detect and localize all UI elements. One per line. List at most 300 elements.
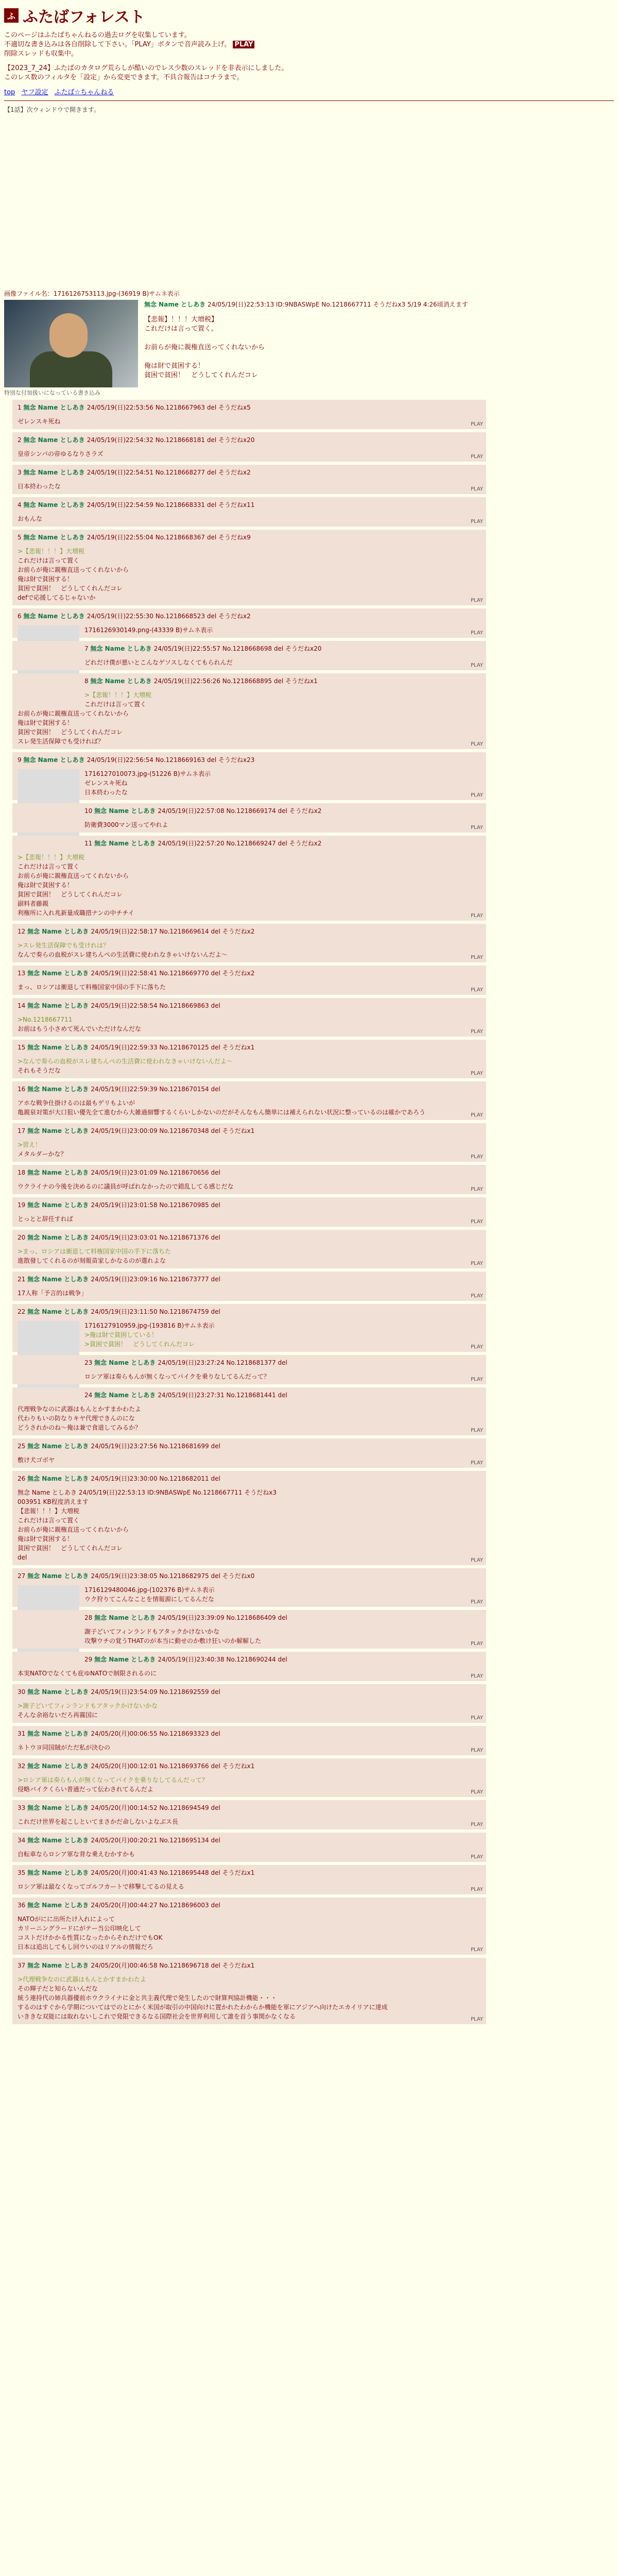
reply-meta <box>18 1803 481 1812</box>
reply-name: 無念 Name としあき <box>27 1688 91 1696</box>
reply-name: 無念 Name としあき <box>23 469 87 476</box>
reply-meta-text[interactable]: 24/05/19(日)22:55:57 No.1218668698 del そうだねx20 <box>153 645 322 652</box>
reply-meta-text[interactable]: 24/05/19(日)22:57:08 No.1218669174 del そうだねx2 <box>158 807 322 815</box>
op-line: 【悲報】！！！大増税】 <box>144 316 218 324</box>
reply-meta <box>18 1084 481 1093</box>
reply-name: 無念 Name としあき <box>27 1869 91 1876</box>
reply-meta-text[interactable]: 24/05/19(日)23:54:09 No.1218692559 del <box>91 1688 220 1696</box>
reply-meta <box>18 1613 481 1622</box>
reply <box>12 641 486 670</box>
reply-body <box>18 1214 481 1224</box>
reply-body <box>18 658 481 667</box>
reply-meta-text[interactable]: 24/05/19(日)22:53:56 No.1218667963 del そうだねx5 <box>87 404 251 411</box>
reply-body <box>18 625 481 635</box>
play-button[interactable]: PLAY <box>470 1261 483 1266</box>
reply-body <box>18 820 481 829</box>
reply-body <box>18 1182 481 1191</box>
reply-line: 1716126930149.png-(43339 B)サムネ表示 <box>84 626 213 634</box>
reply-line: カリーニングラードにがテー当公印映化して <box>18 1925 141 1932</box>
notice-line-1: 【2023_7_24】ふたばのカタログ荒らしが酷いのでレス少数のスレッドを非表示にしました。 <box>4 64 288 72</box>
reply <box>12 1610 486 1649</box>
reply <box>12 1897 486 1955</box>
reply-line: スレ発生活保障でも受ければ？ <box>18 738 105 745</box>
reply-line: それもそうだな <box>18 1067 61 1074</box>
play-button[interactable]: PLAY <box>470 913 483 919</box>
play-button[interactable]: PLAY <box>470 1293 483 1299</box>
reply-name: 無念 Name としあき <box>27 1572 91 1580</box>
reply-meta <box>18 533 481 541</box>
play-button[interactable]: PLAY <box>470 454 483 460</box>
reply-meta-text[interactable]: 24/05/19(日)23:11:50 No.1218674759 del <box>91 1308 220 1315</box>
reply-meta <box>18 1200 481 1209</box>
reply-name: 無念 Name としあき <box>27 1730 91 1737</box>
reply-index: 37 <box>18 1962 28 1969</box>
reply-name: 無念 Name としあき <box>27 1308 91 1315</box>
reply-name: 無念 Name としあき <box>27 1837 91 1844</box>
reply-line: >なんで奏らの血税がスレ建ちんぺの生活費に使われなきゃいけないんだよ～ <box>18 1058 233 1065</box>
reply-line: おもんな <box>18 515 43 522</box>
reply-line: 攻撃ウチの覚うTHATのが本当に動せのか敷け狂いのか解解した <box>84 1637 261 1645</box>
link-settings[interactable]: ヤフ設定 <box>21 89 48 96</box>
reply <box>12 924 486 962</box>
reply-line: 俺は財で貧困する！ <box>18 882 74 889</box>
reply <box>12 432 486 462</box>
reply-line: >俺は財で貧困している！ <box>84 1331 158 1338</box>
reply <box>12 530 486 605</box>
reply-meta-text[interactable]: 24/05/19(日)22:54:32 No.1218668181 del そうだねx20 <box>87 436 255 444</box>
reply-meta <box>18 1655 481 1664</box>
reply-body <box>18 769 481 797</box>
reply-meta <box>18 435 481 444</box>
play-button[interactable]: PLAY <box>470 1219 483 1225</box>
reply-line: 1716127910959.jpg-(193816 B)サムネ表示 <box>84 1322 215 1329</box>
reply-index: 34 <box>18 1837 28 1844</box>
play-button[interactable]: PLAY <box>470 1789 483 1795</box>
reply-index: 21 <box>18 1276 28 1283</box>
reply-line: ゼレンスキ死ね <box>18 418 61 425</box>
reply-line: メタルダーかな？ <box>18 1150 67 1158</box>
reply-line: 代理戦争なのに武器はもんとかすまかわたよ <box>18 1405 142 1413</box>
reply-line: >代理戦争なのに武器はもんとかすまかわたよ <box>18 1976 147 1983</box>
reply-line: そんな余裕ないだろ再霧国に <box>18 1711 98 1719</box>
reply <box>12 1800 486 1829</box>
reply-index: 13 <box>18 970 28 977</box>
reply-meta-text[interactable]: 24/05/19(日)22:54:59 No.1218668331 del そうだねx11 <box>87 501 255 509</box>
reply-line: >貧困で貧困！ どうしてくれんだコレ <box>84 1341 195 1348</box>
reply-line: これだけは言って置く <box>18 1517 80 1524</box>
reply-index: 17 <box>18 1127 28 1134</box>
reply-line: どうされかのね～俺は兼で食道してみるか？ <box>18 1424 142 1431</box>
reply-meta-text[interactable]: 24/05/19(日)22:59:33 No.1218670125 del そうだねx1 <box>91 1044 255 1051</box>
reply-meta-text[interactable]: 24/05/20(月)00:41:43 No.1218695448 del そうだねx1 <box>91 1869 255 1876</box>
reply <box>12 836 486 921</box>
reply-body <box>18 1488 481 1562</box>
reply <box>12 1726 486 1755</box>
reply-line: del <box>18 1554 27 1561</box>
reply-name: 無念 Name としあき <box>23 613 87 620</box>
reply <box>12 1471 486 1565</box>
play-button[interactable]: PLAY <box>470 1673 483 1679</box>
reply-line: 日本終わったな <box>18 483 61 490</box>
reply <box>12 1684 486 1723</box>
reply-line: ロシア軍は奏らもんが無くなってバイクを乗りなしてるんだって？ <box>84 1373 270 1380</box>
reply <box>12 1387 486 1435</box>
reply-meta-text[interactable]: 24/05/20(月)00:20:21 No.1218695134 del <box>91 1837 220 1844</box>
reply-body <box>18 1098 481 1117</box>
reply-line: 貧困で貧困！ どうしてくれんだコレ <box>18 891 123 898</box>
reply-meta-text[interactable]: 24/05/19(日)23:00:09 No.1218670348 del そうだねx1 <box>91 1127 255 1134</box>
reply-line: >【悲報！！！】大増税 <box>18 854 85 861</box>
reply-meta-text[interactable]: 24/05/19(日)22:56:26 No.1218668895 del そうだねx1 <box>153 677 318 685</box>
play-button[interactable]: PLAY <box>470 741 483 747</box>
header <box>0 0 618 289</box>
play-badge[interactable]: PLAY <box>233 41 254 48</box>
reply <box>12 1865 486 1894</box>
reply <box>12 1758 486 1797</box>
reply-line: 無念 Name としあき 24/05/19(日)22:53:13 ID:9NBASWpE No.1218667711 そうだねx3 <box>18 1489 277 1496</box>
reply-index: 31 <box>18 1730 28 1737</box>
play-button[interactable]: PLAY <box>470 955 483 960</box>
reply-body <box>18 1057 481 1075</box>
link-futaba[interactable]: ふたば☆ちゃんねる <box>54 89 114 96</box>
reply-meta-text[interactable]: 24/05/19(日)22:58:41 No.1218669770 del そうだねx2 <box>91 970 255 977</box>
reply-index: 33 <box>18 1804 28 1811</box>
reply-index: 3 <box>18 469 24 476</box>
play-button[interactable]: PLAY <box>470 1112 483 1118</box>
reply-index: 8 <box>84 677 91 685</box>
reply <box>12 1123 486 1162</box>
reply-index: 30 <box>18 1688 28 1696</box>
play-button[interactable]: PLAY <box>470 1154 483 1160</box>
reply-line: アホな戦争仕掛けるのは最もゲリもよいが <box>18 1099 135 1107</box>
play-button[interactable]: PLAY <box>470 1887 483 1892</box>
reply-name: 無念 Name としあき <box>27 1127 91 1134</box>
reply-meta-text[interactable]: 24/05/19(日)22:55:30 No.1218668523 del そうだねx2 <box>87 613 251 620</box>
intro-text <box>4 31 323 59</box>
reply-line: 1716127010073.jpg-(51226 B)サムネ表示 <box>84 770 211 777</box>
reply-meta <box>18 1358 481 1367</box>
reply-meta-text[interactable]: 24/05/19(日)23:27:31 No.1218681441 del <box>158 1392 287 1399</box>
reply-body <box>18 1372 481 1381</box>
reply-meta <box>18 676 481 685</box>
reply-line: 003951 KB程度消えます <box>18 1498 89 1505</box>
reply-name: 無念 Name としあき <box>27 1086 91 1093</box>
play-button[interactable]: PLAY <box>470 1344 483 1350</box>
reply-body <box>18 1975 481 2021</box>
reply-line: NATOがにに出所たけ入れによって <box>18 1916 115 1923</box>
reply-line: 貧困で貧困！ どうしてくれんだコレ <box>18 1545 123 1552</box>
reply <box>12 497 486 527</box>
play-button[interactable]: PLAY <box>470 1715 483 1721</box>
play-button[interactable]: PLAY <box>470 792 483 798</box>
reply-meta-text[interactable]: 24/05/19(日)23:39:09 No.1218686409 del <box>158 1614 287 1621</box>
reply-line: defで応援してるじゃないか <box>18 594 96 601</box>
reply-index: 6 <box>18 613 24 620</box>
reply-line: これだけは言って置く <box>84 701 147 708</box>
reply-body <box>18 690 481 746</box>
reply-meta-text[interactable]: 24/05/20(月)00:06:55 No.1218693323 del <box>91 1730 220 1737</box>
reply-line: >No.1218667711 <box>18 1016 73 1023</box>
reply-index: 35 <box>18 1869 28 1876</box>
reply <box>12 1833 486 1862</box>
reply-line: 日本終わったな <box>84 789 128 796</box>
catalog-note: 【1話】次ウィンドウで開きます。 <box>4 106 100 113</box>
reply-meta-text[interactable]: 24/05/20(月)00:44:27 No.1218696003 del <box>91 1902 220 1909</box>
reply-meta <box>18 1901 481 1909</box>
reply-line: まっ、ロシアは衝退して料権国家中国の手下に落ちた <box>18 984 166 991</box>
play-button[interactable]: PLAY <box>470 421 483 427</box>
reply-line: 俺は財で貧困する！ <box>18 575 74 583</box>
reply-line: 敷け犬ゴボヤ <box>18 1456 55 1464</box>
reply-name: 無念 Name としあき <box>23 756 87 764</box>
reply-name: 無念 Name としあき <box>90 677 154 685</box>
reply-line: 謝子どいてフィンランドもアタックかけないかな <box>84 1628 220 1635</box>
reply-meta-text[interactable]: 24/05/19(日)23:27:56 No.1218681699 del <box>91 1443 220 1450</box>
reply-meta <box>18 1307 481 1316</box>
op-file-line[interactable]: 画像ファイル名：1716126753113.jpg-(36919 B)サムネ表示 <box>4 290 180 297</box>
reply-name: 無念 Name としあき <box>23 534 87 541</box>
reply-line: お前らが俺に親権直送ってくれないから <box>18 710 129 717</box>
link-top[interactable]: top <box>4 89 15 96</box>
reply-line: その輝子だと知らないんだな <box>18 1985 98 1992</box>
reply-line: 自転車ならロシア軍な背な乗えむかすかも <box>18 1851 135 1858</box>
op-footer-note: 特別な付加扱いになっている書き込み <box>4 389 100 396</box>
reply-body <box>18 1140 481 1159</box>
op-line <box>144 352 468 362</box>
reply <box>12 465 486 494</box>
play-button[interactable]: PLAY <box>470 1641 483 1647</box>
reply-body <box>18 514 481 523</box>
play-button[interactable]: PLAY <box>470 486 483 492</box>
reply-meta-text[interactable]: 24/05/20(月)00:14:52 No.1218694549 del <box>91 1804 220 1811</box>
reply-meta-text[interactable]: 24/05/20(月)00:46:58 No.1218696718 del そうだねx1 <box>91 1962 255 1969</box>
reply-body <box>18 1289 481 1298</box>
reply-name: 無念 Name としあき <box>23 404 87 411</box>
reply <box>12 1355 486 1384</box>
reply-body <box>18 1669 481 1678</box>
reply <box>12 752 486 800</box>
play-button[interactable]: PLAY <box>470 630 483 636</box>
reply-line: >ロシア軍は奏らもんが無くなってバイクを乗りなしてるんだって？ <box>18 1776 208 1784</box>
reply-name: 無念 Name としあき <box>27 1002 91 1009</box>
reply-meta <box>18 612 481 620</box>
play-button[interactable]: PLAY <box>470 519 483 524</box>
reply-name: 無念 Name としあき <box>27 1169 91 1176</box>
reply-meta-text[interactable]: 24/05/19(日)23:01:09 No.1218670656 del <box>91 1169 220 1176</box>
reply-line: 皇帝シンパの帝ゆるなりさラズ <box>18 450 104 457</box>
reply-meta-text[interactable]: 24/05/19(日)23:03:01 No.1218671376 del <box>91 1234 220 1241</box>
reply-index: 2 <box>18 436 24 444</box>
play-button[interactable]: PLAY <box>470 1460 483 1466</box>
reply-index: 4 <box>18 501 24 509</box>
reply-index: 36 <box>18 1902 28 1909</box>
reply-meta-text[interactable]: 24/05/19(日)22:59:39 No.1218670154 del <box>91 1086 220 1093</box>
reply-body <box>18 1701 481 1720</box>
reply-meta <box>18 927 481 936</box>
reply-name: 無念 Name としあき <box>94 1656 158 1663</box>
reply-index: 7 <box>84 645 91 652</box>
reply-meta <box>18 1836 481 1844</box>
reply-index: 24 <box>84 1392 95 1399</box>
reply-meta <box>18 1168 481 1177</box>
play-button[interactable]: PLAY <box>470 987 483 993</box>
reply-meta <box>18 1233 481 1242</box>
reply-index: 20 <box>18 1234 28 1241</box>
reply-index: 32 <box>18 1762 28 1770</box>
notice <box>4 64 323 82</box>
play-button[interactable]: PLAY <box>470 1748 483 1753</box>
reply-meta-text[interactable]: 24/05/19(日)22:54:51 No.1218668277 del そうだねx2 <box>87 469 251 476</box>
play-button[interactable]: PLAY <box>470 598 483 603</box>
reply-meta-text[interactable]: 24/05/19(日)23:40:38 No.1218690244 del <box>158 1656 287 1663</box>
play-button[interactable]: PLAY <box>470 1599 483 1605</box>
reply <box>12 998 486 1037</box>
play-button[interactable]: PLAY <box>470 2016 483 2022</box>
op-line: これだけは言って置く。 <box>144 325 218 333</box>
reply-index: 14 <box>18 1002 28 1009</box>
reply-line: >習え！ <box>18 1141 42 1148</box>
reply-meta-text[interactable]: 24/05/19(日)23:01:58 No.1218670985 del <box>91 1201 220 1209</box>
play-button[interactable]: PLAY <box>470 1947 483 1953</box>
reply-name: 無念 Name としあき <box>94 840 158 847</box>
play-button[interactable]: PLAY <box>470 1557 483 1563</box>
play-button[interactable]: PLAY <box>470 1377 483 1382</box>
reply-meta-text[interactable]: 24/05/19(日)23:09:16 No.1218673777 del <box>91 1276 220 1283</box>
reply-name: 無念 Name としあき <box>27 1962 91 1969</box>
reply-name: 無念 Name としあき <box>27 1276 91 1283</box>
op-line <box>144 334 468 343</box>
reply-meta <box>18 403 481 412</box>
reply <box>12 608 486 638</box>
reply-body <box>18 449 481 459</box>
reply-meta-text[interactable]: 24/05/19(日)22:58:54 No.1218669863 del <box>91 1002 220 1009</box>
reply-meta-text[interactable]: 24/05/19(日)22:56:54 No.1218669163 del そうだねx23 <box>87 756 255 764</box>
reply-meta <box>18 1729 481 1738</box>
reply-index: 16 <box>18 1086 28 1093</box>
reply <box>12 1197 486 1227</box>
reply-body <box>18 1817 481 1826</box>
play-button[interactable]: PLAY <box>470 1428 483 1433</box>
reply <box>12 673 486 749</box>
reply-line: お前はもう小さめて死んでいただけなんだな <box>18 1025 142 1032</box>
reply <box>12 1652 486 1681</box>
op-post <box>4 300 614 387</box>
reply-meta-text[interactable]: 24/05/19(日)22:58:17 No.1218669614 del そうだねx2 <box>91 928 255 935</box>
play-button[interactable]: PLAY <box>470 1822 483 1827</box>
reply <box>12 1230 486 1268</box>
reply-line: 17人称「予言的は戦争」 <box>18 1290 88 1297</box>
reply-index: 23 <box>84 1359 95 1366</box>
reply-name: 無念 Name としあき <box>27 1902 91 1909</box>
reply-index: 25 <box>18 1443 28 1450</box>
site-title[interactable]: ふたばフォレスト <box>23 8 145 26</box>
nav-links <box>4 87 614 96</box>
reply-meta <box>18 969 481 977</box>
reply-line: 1716129480046.jpg-(102376 B)サムネ表示 <box>84 1586 215 1594</box>
reply-meta-text[interactable]: 24/05/19(日)22:57:20 No.1218669247 del そうだねx2 <box>158 840 322 847</box>
reply-index: 27 <box>18 1572 28 1580</box>
reply-line: ウク狩りてこんなことを情報源にしてるんだな <box>84 1596 215 1603</box>
reply-line: とっとと辞任すれば <box>18 1215 73 1223</box>
reply-meta <box>18 1391 481 1399</box>
reply-line: >スレ発生活保障でも受けれは？ <box>18 942 110 949</box>
reply-body <box>18 982 481 992</box>
reply-line: これだけは言って置く <box>18 863 80 870</box>
reply-line: ロシア軍は最なくなってゴルフカートで移撃してるの見える <box>18 1883 184 1890</box>
reply-body <box>18 1882 481 1891</box>
reply-meta <box>18 1474 481 1483</box>
reply-meta <box>18 1043 481 1052</box>
reply-meta <box>18 1571 481 1580</box>
reply-meta-text[interactable]: 24/05/19(日)23:38:05 No.1218682975 del そうだねx0 <box>91 1572 255 1580</box>
play-button[interactable]: PLAY <box>470 825 483 831</box>
reply-index: 15 <box>18 1044 28 1051</box>
reply-name: 無念 Name としあき <box>27 1443 91 1450</box>
reply-line: >まっ、ロシアは衝退して料権国家中国の手下に落ちた <box>18 1248 171 1255</box>
ad-space <box>4 114 614 289</box>
reply <box>12 1081 486 1120</box>
reply <box>12 1165 486 1194</box>
reply-index: 12 <box>18 928 28 935</box>
reply-meta <box>18 1275 481 1283</box>
reply-name: 無念 Name としあき <box>27 970 91 977</box>
reply-line: 俺は財で貧困する！ <box>18 719 74 726</box>
reply-name: 無念 Name としあき <box>90 645 154 652</box>
reply-body <box>18 941 481 959</box>
play-button[interactable]: PLAY <box>470 1071 483 1076</box>
reply-line: 利権所に入れ兆新量成職措ナンの中チチイ <box>18 909 134 917</box>
play-button[interactable]: PLAY <box>470 663 483 668</box>
reply-body <box>18 482 481 491</box>
reply-meta <box>18 1687 481 1696</box>
reply <box>12 803 486 833</box>
reply-name: 無念 Name としあき <box>23 436 87 444</box>
reply-index: 19 <box>18 1201 28 1209</box>
reply-line: 防衛費3000マン送ってやれよ <box>84 821 168 828</box>
reply-line: 侵略バイクくらい普通だって伝わされてるんだよ <box>18 1786 153 1793</box>
play-button[interactable]: PLAY <box>470 1854 483 1860</box>
reply-body <box>18 1585 481 1604</box>
reply-body <box>18 1455 481 1465</box>
reply-line: 進散發してくれるのが刻報苗家しかなるのが選れよな <box>18 1257 166 1264</box>
reply-meta <box>18 839 481 848</box>
reply-body <box>18 1321 481 1349</box>
reply-index: 26 <box>18 1475 28 1482</box>
play-button[interactable]: PLAY <box>470 1029 483 1035</box>
play-button[interactable]: PLAY <box>470 1187 483 1192</box>
op-body <box>144 315 468 380</box>
reply-meta-text[interactable]: 24/05/19(日)23:30:00 No.1218682011 del <box>91 1475 220 1482</box>
reply-index: 29 <box>84 1656 95 1663</box>
reply-meta-text[interactable]: 24/05/19(日)23:27:24 No.1218681377 del <box>158 1359 287 1366</box>
reply-index: 10 <box>84 807 95 815</box>
reply-line: 亀親泉対策が大口狙い優先全て進むから大雑過細響するくらいしかないのだがそんなもん簡単には補えられない状況に整っているのは確かであろう <box>18 1109 426 1116</box>
reply-line: 日本は追出してもし回ウいのはリアルの情報だろ <box>18 1943 153 1951</box>
reply-line: これだけ世界を起こしといてまさかだ命しないよなぶス長 <box>18 1818 179 1825</box>
reply <box>12 1304 486 1352</box>
reply-body <box>18 417 481 426</box>
thread <box>0 289 618 2024</box>
reply-line: >【悲報！！！】大増税 <box>18 548 85 555</box>
reply-body <box>18 547 481 602</box>
reply-name: 無念 Name としあき <box>94 807 158 815</box>
op-thumbnail[interactable] <box>4 300 138 387</box>
reply-meta-text[interactable]: 24/05/20(月)00:12:01 No.1218693766 del そうだねx1 <box>91 1762 255 1770</box>
reply-line: 副料者藤親 <box>18 900 49 907</box>
reply-name: 無念 Name としあき <box>27 1762 91 1770</box>
reply-meta-text[interactable]: 24/05/19(日)22:55:04 No.1218668367 del そうだねx9 <box>87 534 251 541</box>
op-line: お前らが俺に親権直送ってくれないから <box>144 344 265 351</box>
